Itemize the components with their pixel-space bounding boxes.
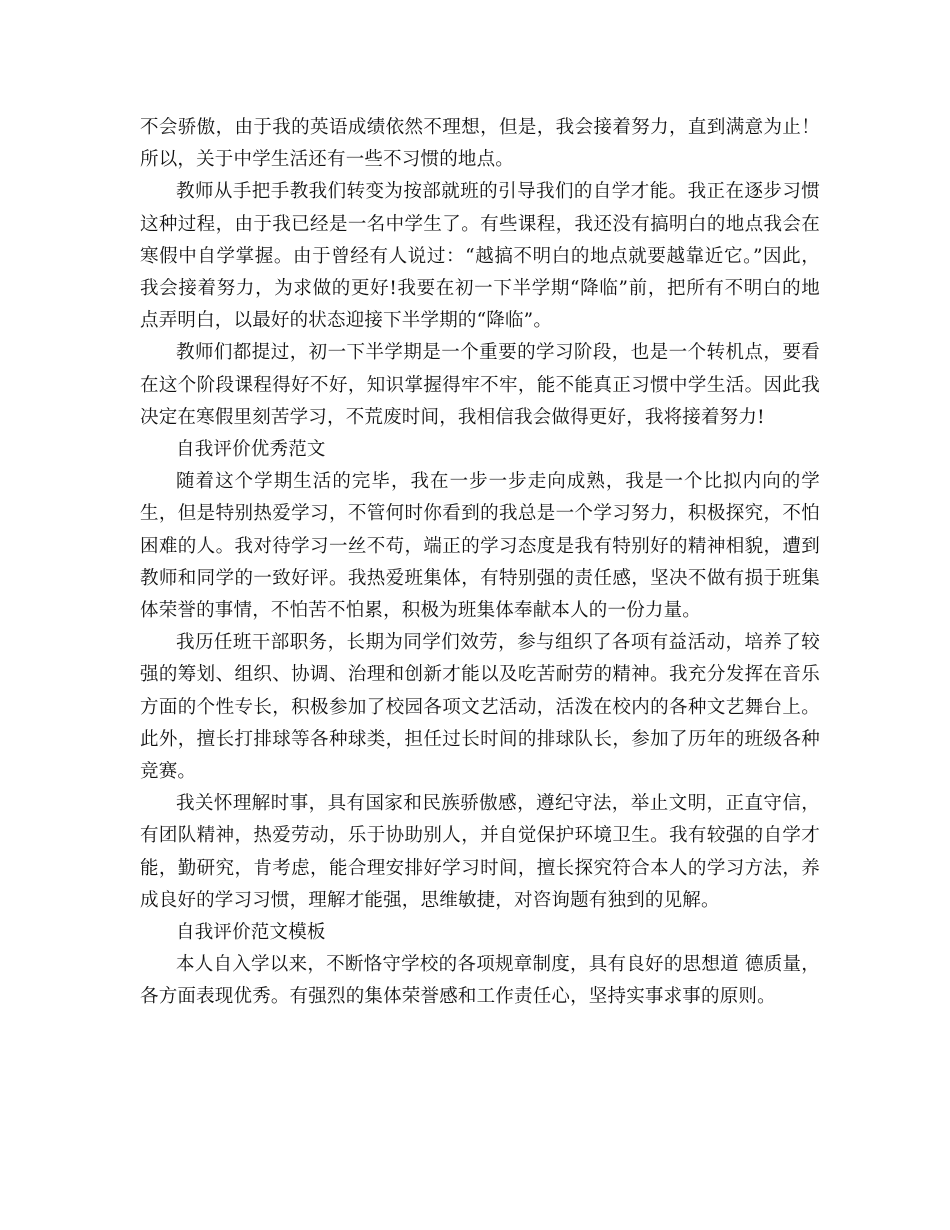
paragraph-class-cadre: 我历任班干部职务，长期为同学们效劳，参与组织了各项有益活动，培养了较强的筹划、组织、协调、治理和创新才能以及吃苦耐劳的精神。我充分发挥在音乐方面的个性专长，积极参加了校园各项文艺活动，活泼在校内的各种文艺舞台上。此外，擅长打排球等各种球类，担任过长时间的排球队长，参加了历年的班级各种竞赛。 bbox=[140, 632, 820, 783]
paragraph-teacher-guidance: 教师从手把手教我们转变为按部就班的引导我们的自学才能。我正在逐步习惯这种过程，由于我已经是一名中学生了。有些课程，我还没有搞明白的地点我会在寒假中自学掌握。由于曾经有人说过：“越搞不明白的地点就要越靠近它。”因此，我会接着努力，为求做的更好!我要在初一下半学期“降临”前，把所有不明白的地点弄明白，以最好的状态迎接下半学期的“降临”。 bbox=[140, 181, 820, 332]
paragraph-second-semester: 教师们都提过，初一下半学期是一个重要的学习阶段，也是一个转机点，要看在这个阶段课程得好不好，知识掌握得牢不牢，能不能真正习惯中学生活。因此我决定在寒假里刻苦学习，不荒废时间，我相信我会做得更好，我将接着努力! bbox=[140, 342, 820, 428]
section-heading-template-sample: 自我评价范文模板 bbox=[176, 922, 326, 944]
paragraph-school-rules: 本人自入学以来，不断恪守学校的各项规章制度，具有良好的思想道 德质量，各方面表现优秀。有强烈的集体荣誉感和工作责任心，坚持实事求事的原则。 bbox=[140, 954, 820, 1008]
paragraph-current-affairs: 我关怀理解时事，具有国家和民族骄傲感，遵纪守法，举止文明，正直守信，有团队精神，热爱劳动，乐于协助别人，并自觉保护环境卫生。我有较强的自学才能，勤研究，肯考虑，能合理安排好学习时间，擅长探究符合本人的学习方法，养成良好的学习习惯，理解才能强，思维敏捷，对咨询题有独到的见解。 bbox=[140, 793, 820, 911]
paragraph-growing-mature: 随着这个学期生活的完毕，我在一步一步走向成熟，我是一个比拟内向的学生，但是特别热爱学习，不管何时你看到的我总是一个学习努力，积极探究，不怕困难的人。我对待学习一丝不苟，端正的学习态度是我有特别好的精神相貌，遭到教师和同学的一致好评。我热爱班集体，有特别强的责任感，坚决不做有损于班集体荣誉的事情，不怕苦不怕累，积极为班集体奉献本人的一份力量。 bbox=[140, 471, 820, 622]
paragraph-continuation: 不会骄傲，由于我的英语成绩依然不理想，但是，我会接着努力，直到满意为止！所以，关于中学生活还有一些不习惯的地点。 bbox=[140, 117, 820, 171]
section-heading-excellent-sample: 自我评价优秀范文 bbox=[176, 439, 326, 461]
document-page bbox=[140, 112, 820, 1014]
